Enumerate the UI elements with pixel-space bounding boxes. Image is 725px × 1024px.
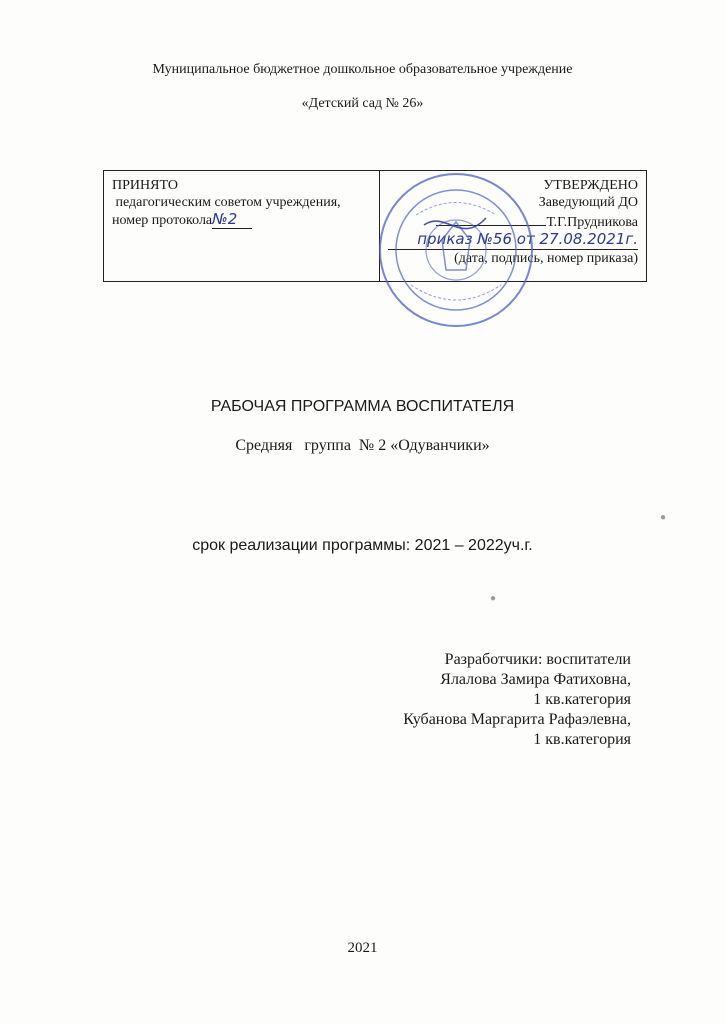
developer-2-category: 1 кв.категория bbox=[533, 731, 631, 748]
kindergarten-name: «Детский сад № 26» bbox=[301, 96, 424, 111]
accepted-council: педагогическим советом учреждения, bbox=[112, 195, 341, 210]
protocol-label: номер протокола bbox=[112, 213, 213, 228]
approver-position: Заведующий ДО bbox=[538, 195, 638, 210]
group-name: Средняя группа № 2 «Одуванчики» bbox=[235, 437, 490, 454]
seal-stamp-icon bbox=[376, 170, 536, 330]
scan-speck-icon: ● bbox=[660, 512, 667, 523]
developer-1-name: Ялалова Замира Фатиховна, bbox=[440, 671, 631, 688]
protocol-line bbox=[112, 211, 371, 229]
approver-name: Т.Г.Прудникова bbox=[546, 215, 638, 230]
program-title: РАБОЧАЯ ПРОГРАММА ВОСПИТАТЕЛЯ bbox=[210, 398, 515, 415]
protocol-number: №2 bbox=[212, 211, 252, 229]
institution-name: Муниципальное бюджетное дошкольное образовательное учреждение bbox=[152, 62, 573, 77]
accepted-title: ПРИНЯТО bbox=[112, 178, 178, 193]
developers-block bbox=[403, 650, 631, 750]
developer-2-name: Кубанова Маргарита Рафаэлевна, bbox=[403, 711, 631, 728]
approved-title: УТВЕРЖДЕНО bbox=[543, 178, 638, 193]
program-term: срок реализации программы: 2021 – 2022уч.г. bbox=[192, 537, 533, 554]
document-year: 2021 bbox=[347, 940, 378, 956]
order-caption: (дата, подпись, номер приказа) bbox=[454, 251, 638, 266]
approval-table bbox=[103, 170, 647, 282]
accepted-cell bbox=[104, 171, 380, 281]
order-handwritten: приказ №56 от 27.08.2021г. bbox=[417, 230, 638, 248]
developer-1-category: 1 кв.категория bbox=[533, 691, 631, 708]
scan-speck-icon: ● bbox=[490, 593, 497, 604]
developers-label: Разработчики: воспитатели bbox=[444, 651, 631, 668]
